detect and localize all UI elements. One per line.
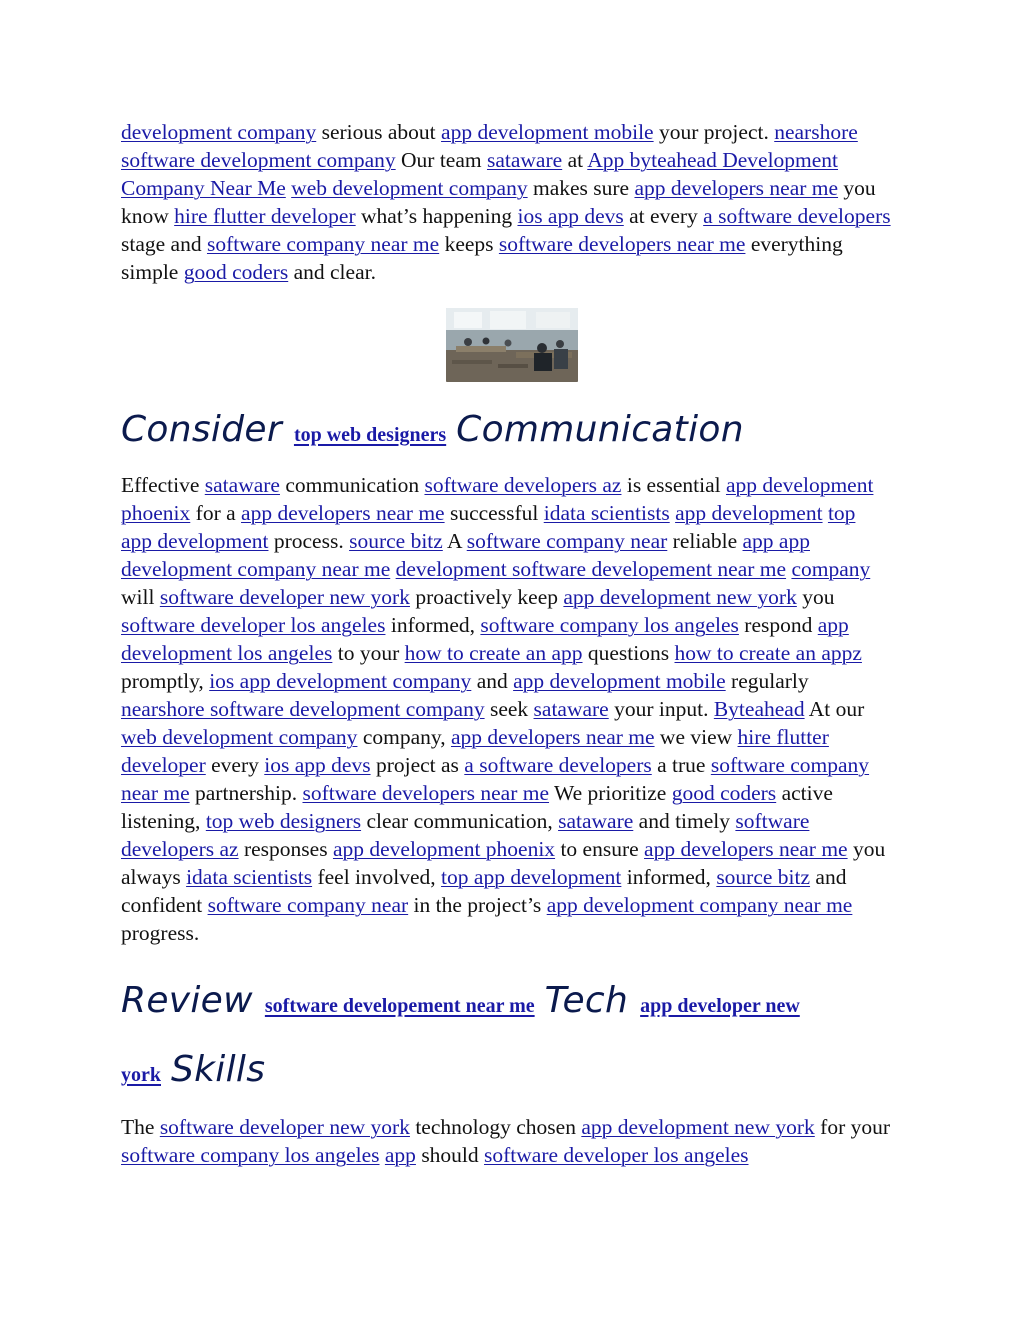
document-page	[121, 118, 891, 1169]
inline-link[interactable]: app development phoenix	[121, 473, 874, 525]
body-text: and clear.	[288, 260, 376, 284]
inline-link[interactable]: app developers near me	[634, 176, 839, 200]
inline-link[interactable]: software company near me	[121, 753, 870, 805]
body-text: We prioritize	[549, 781, 672, 805]
body-text: informed,	[385, 613, 481, 637]
body-text: Effective	[121, 473, 205, 497]
body-text: keeps	[439, 232, 499, 256]
body-text: to your	[332, 641, 405, 665]
body-text: your project.	[653, 120, 775, 144]
inline-link[interactable]: sataware	[558, 809, 634, 833]
inline-link[interactable]: good coders	[671, 781, 777, 805]
inline-link[interactable]: app development new york	[581, 1115, 815, 1139]
heading-review-tech-skills	[121, 969, 891, 1107]
inline-link[interactable]: app development mobile	[513, 669, 726, 693]
inline-link[interactable]: app developers near me	[241, 501, 445, 525]
inline-link[interactable]: how to create an app	[404, 641, 583, 665]
inline-link[interactable]: app development new york	[563, 585, 797, 609]
body-text: your input.	[608, 697, 714, 721]
heading-consider-communication	[121, 398, 891, 467]
heading-link[interactable]: app developer new york	[121, 995, 800, 1086]
paragraph-communication	[121, 471, 891, 947]
body-text: a true	[651, 753, 711, 777]
body-text: every	[205, 753, 265, 777]
inline-link[interactable]: app development company near me	[546, 893, 853, 917]
body-text: informed,	[621, 865, 717, 889]
body-text: respond	[738, 613, 818, 637]
heading-word: Consider	[121, 409, 282, 450]
inline-link[interactable]: sataware	[204, 473, 280, 497]
body-text: partnership.	[189, 781, 303, 805]
body-text: project as	[370, 753, 465, 777]
body-text: stage and	[121, 232, 207, 256]
body-text: makes sure	[527, 176, 635, 200]
body-text: and	[471, 669, 514, 693]
inline-link[interactable]: app developers near me	[450, 725, 655, 749]
heading-word: Tech	[544, 980, 629, 1021]
inline-link[interactable]: app developers near me	[644, 837, 848, 861]
inline-link[interactable]: idata scientists	[186, 865, 313, 889]
paragraph-intro	[121, 118, 891, 286]
body-text: seek	[484, 697, 534, 721]
inline-link[interactable]: hire flutter developer	[121, 725, 829, 777]
body-text: clear communication,	[361, 809, 559, 833]
inline-link[interactable]: how to create an appz	[674, 641, 862, 665]
paragraph-tech-skills	[121, 1113, 891, 1169]
body-text: what’s happening	[355, 204, 518, 228]
body-text: proactively keep	[409, 585, 564, 609]
inline-link[interactable]: top app development	[441, 865, 622, 889]
inline-link[interactable]: app development phoenix	[332, 837, 556, 861]
heading-link[interactable]: software developement near me	[264, 995, 535, 1017]
body-text: at	[562, 148, 588, 172]
heading-word: Review	[121, 980, 253, 1021]
body-text: progress.	[121, 921, 200, 945]
inline-link[interactable]: App byteahead Development Company Near Me	[121, 148, 839, 200]
body-text: Our team	[395, 148, 487, 172]
body-text: feel involved,	[312, 865, 442, 889]
inline-link[interactable]: web development company	[291, 176, 528, 200]
body-text: for a	[190, 501, 242, 525]
inline-link[interactable]: ios app devs	[517, 204, 624, 228]
inline-link[interactable]: software company near me	[206, 232, 440, 256]
body-text: active listening,	[121, 781, 833, 833]
body-text: questions	[582, 641, 675, 665]
body-text: everything simple	[121, 232, 843, 284]
body-text: should	[415, 1143, 485, 1167]
office-photo	[446, 308, 578, 382]
body-text: and confident	[121, 865, 847, 917]
heading-link[interactable]: top web designers	[293, 424, 447, 446]
body-text: serious about	[316, 120, 442, 144]
body-text: A	[442, 529, 467, 553]
inline-link[interactable]: a software developers	[464, 753, 652, 777]
inline-link[interactable]: software company near	[466, 529, 668, 553]
body-text: and timely	[633, 809, 736, 833]
body-text: process.	[268, 529, 350, 553]
inline-link[interactable]: software developers near me	[498, 232, 746, 256]
inline-link[interactable]: software developer new york	[159, 585, 410, 609]
inline-link[interactable]: software developer new york	[159, 1115, 410, 1139]
inline-link[interactable]: app	[384, 1143, 416, 1167]
inline-link[interactable]: software developers az	[424, 473, 622, 497]
inline-link[interactable]: app development los angeles	[121, 613, 849, 665]
inline-link[interactable]: a software developers	[703, 204, 891, 228]
inline-link[interactable]: software developer los angeles	[484, 1143, 749, 1167]
inline-link[interactable]: web development company	[121, 725, 358, 749]
inline-link[interactable]: development company	[121, 120, 317, 144]
body-text: successful	[444, 501, 544, 525]
inline-link[interactable]: app app development company near me	[121, 529, 810, 581]
inline-link[interactable]: software company near	[207, 893, 409, 917]
body-text: The	[121, 1115, 160, 1139]
heading-word: Communication	[456, 409, 744, 450]
inline-link[interactable]: good coders	[183, 260, 289, 284]
body-text: is essential	[621, 473, 726, 497]
body-text: for your	[814, 1115, 891, 1139]
inline-link[interactable]: nearshore software development company	[121, 697, 485, 721]
inline-link[interactable]: app development	[675, 501, 823, 525]
body-text: you always	[121, 837, 886, 889]
body-text: promptly,	[121, 669, 210, 693]
inline-link[interactable]: software company los angeles	[121, 1143, 380, 1167]
body-text: reliable	[667, 529, 743, 553]
body-text: At our	[804, 697, 865, 721]
body-text: will	[121, 585, 160, 609]
body-text: you	[796, 585, 835, 609]
inline-link[interactable]: source bitz	[349, 529, 443, 553]
body-text: to ensure	[555, 837, 645, 861]
body-text: responses	[238, 837, 333, 861]
inline-link[interactable]: software developers az	[121, 809, 810, 861]
inline-link[interactable]: software developer los angeles	[121, 613, 386, 637]
inline-link[interactable]: source bitz	[716, 865, 811, 889]
inline-link[interactable]: top web designers	[205, 809, 362, 833]
body-text: technology chosen	[409, 1115, 582, 1139]
body-text: you know	[121, 176, 876, 228]
body-text: at every	[623, 204, 704, 228]
inline-link[interactable]: idata scientists	[543, 501, 670, 525]
inline-link[interactable]: top app development	[121, 501, 856, 553]
inline-link[interactable]: sataware	[486, 148, 563, 172]
body-text: regularly	[725, 669, 809, 693]
inline-link[interactable]: software company los angeles	[480, 613, 739, 637]
body-text: communication	[279, 473, 425, 497]
body-text: company,	[357, 725, 451, 749]
inline-link[interactable]: app development mobile	[441, 120, 654, 144]
inline-link[interactable]: company	[791, 557, 871, 581]
inline-link[interactable]: software developers near me	[302, 781, 550, 805]
heading-word: Skills	[171, 1049, 266, 1090]
body-text: in the project’s	[408, 893, 547, 917]
inline-link[interactable]: hire flutter developer	[174, 204, 356, 228]
inline-link[interactable]: ios app devs	[264, 753, 371, 777]
inline-link[interactable]: ios app development company	[209, 669, 472, 693]
body-text: we view	[654, 725, 738, 749]
inline-link[interactable]: Byteahead	[713, 697, 805, 721]
inline-link[interactable]: development software developement near me	[395, 557, 787, 581]
inline-link[interactable]: nearshore software development company	[121, 120, 858, 172]
inline-link[interactable]: sataware	[533, 697, 609, 721]
